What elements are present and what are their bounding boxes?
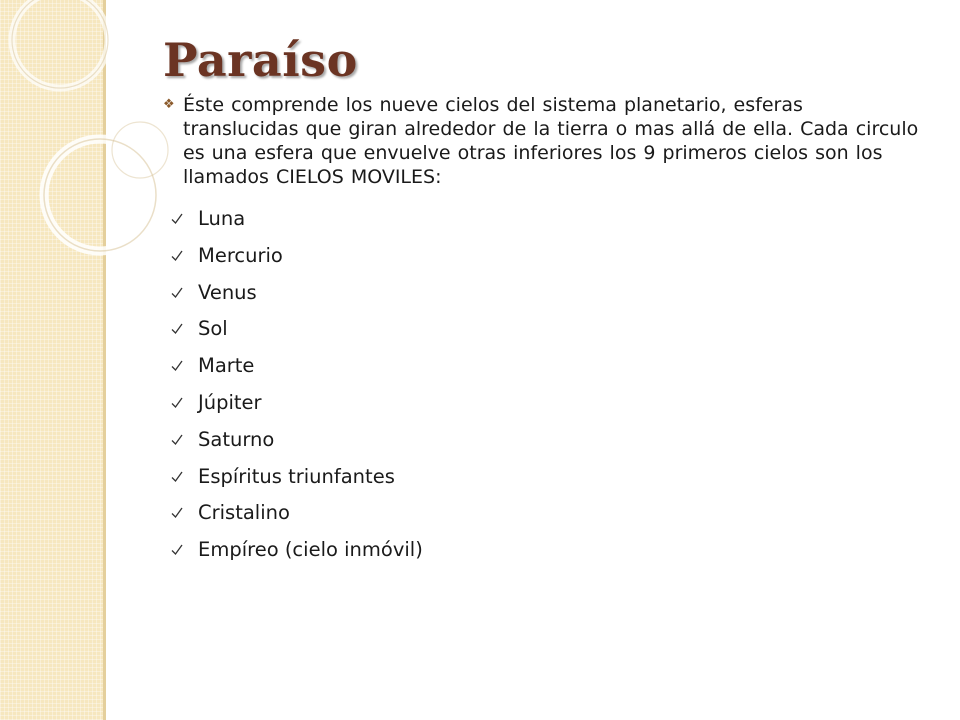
check-icon: [170, 470, 184, 484]
check-icon: [170, 396, 184, 410]
check-icon: [170, 249, 184, 263]
list-item-label: Luna: [198, 207, 246, 230]
list-item: [163, 532, 923, 569]
list-item-label: Empíreo (cielo inmóvil): [198, 538, 423, 562]
list-item-label: Venus: [198, 280, 257, 304]
check-icon: [170, 506, 184, 520]
list-item: [163, 275, 923, 312]
intro-text: Éste comprende los nueve cielos del sistema planetario, esferas translucidas que giran alrededor de la tierra o mas allá de ella. Cada circulo es una esfera que envuelve otras inferiores los 9 primeros cielos son los llamados CIELOS MOVILES:: [183, 94, 919, 188]
list-item-label: Espíritus triunfantes: [198, 464, 395, 488]
check-icon: [170, 212, 184, 226]
list-item: [163, 238, 923, 275]
list-item-label: Mercurio: [198, 243, 283, 267]
check-icon: [170, 433, 184, 447]
list-item-label: Cristalino: [198, 501, 290, 525]
list-item: [163, 495, 923, 532]
check-icon: [170, 359, 184, 373]
list-item-label: Júpiter: [198, 390, 262, 414]
check-icon: [170, 322, 184, 336]
check-icon: [170, 543, 184, 557]
list-item: [163, 348, 923, 385]
diamond-bullet-icon: ❖: [163, 97, 175, 112]
heavens-list: [163, 201, 923, 569]
list-item: [163, 459, 923, 496]
list-item: [163, 385, 923, 422]
list-item: [163, 311, 923, 348]
slide-title: Paraíso: [163, 33, 358, 87]
list-item: [163, 422, 923, 459]
list-item: [163, 201, 923, 238]
intro-paragraph: [163, 93, 923, 189]
list-item-label: Sol: [198, 317, 228, 341]
slide-content: [163, 93, 923, 569]
list-item-label: Marte: [198, 354, 255, 378]
check-icon: [170, 286, 184, 300]
list-item-label: Saturno: [198, 427, 275, 451]
